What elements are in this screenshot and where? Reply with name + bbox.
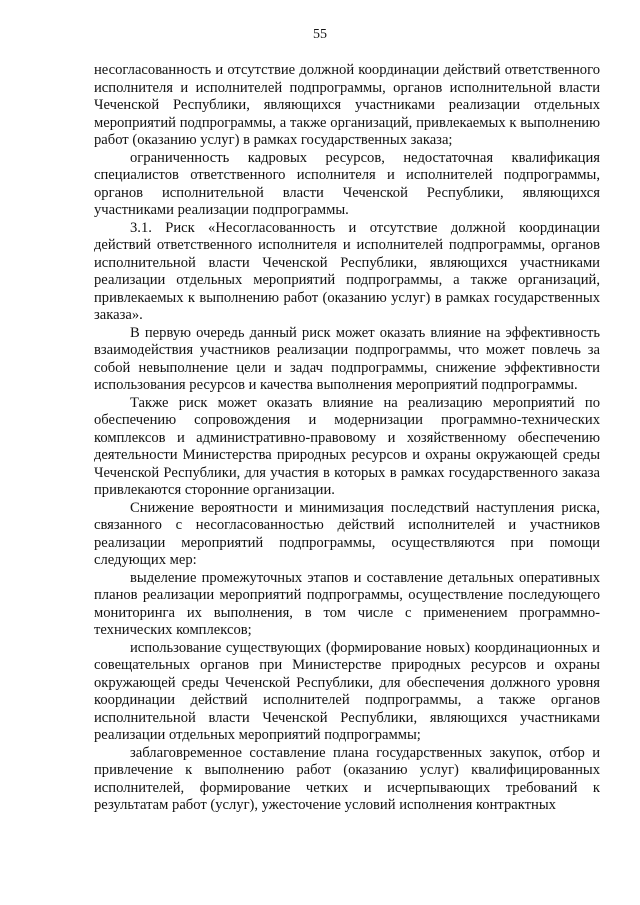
paragraph-measure-procurement: заблаговременное составление плана государственных закупок, отбор и привлечение к выполнению работ (оказанию услуг) квалифицированных исполнителей, формирование четких и исчерпывающих требований к результатам работ (услуг), ужесточение условий исполнения контрактных bbox=[94, 744, 600, 813]
paragraph-measure-bodies: использование существующих (формирование новых) координационных и совещательных органов при Министерстве природных ресурсов и охраны окружающей среды Чеченской Республики, для обеспечения должного уровня координации действий исполнителей подпрограммы, а также органов исполнительной власти Чеченской Республики, являющихся участниками реализации отдельных мероприятий подпрограммы; bbox=[94, 639, 600, 743]
paragraph-risk-staffing: ограниченность кадровых ресурсов, недостаточная квалификация специалистов ответственного исполнителя и исполнителей подпрограммы, органов исполнительной власти Чеченской Республики, являющихся участниками реализации подпрограммы. bbox=[94, 149, 600, 218]
paragraph-risk-coordination: несогласованность и отсутствие должной координации действий ответственного исполнителя и исполнителей подпрограммы, органов исполнительной власти Чеченской Республики, являющихся участниками реализации отдельных мероприятий подпрограммы, а также организаций, привлекаемых к выполнению работ (оказанию услуг) в рамках государственных заказа; bbox=[94, 62, 600, 148]
body-text bbox=[94, 62, 600, 815]
paragraph-risk-influence: Также риск может оказать влияние на реализацию мероприятий по обеспечению сопровождения и модернизации программно-технических комплексов и административно-правовому и хозяйственному обеспечению деятельности Министерства природных ресурсов и охраны окружающей среды Чеченской Республики, для участия в которых в рамках государственного заказа привлекаются сторонние организации. bbox=[94, 394, 600, 498]
page-number: 55 bbox=[313, 27, 327, 42]
paragraph-mitigation-intro: Снижение вероятности и минимизация последствий наступления риска, связанного с несогласованностью действий исполнителей и участников реализации мероприятий подпрограммы, осуществляются при помощи следующих мер: bbox=[94, 499, 600, 568]
paragraph-risk-effect: В первую очередь данный риск может оказать влияние на эффективность взаимодействия участников реализации подпрограммы, что может повлечь за собой невыполнение цели и задач подпрограммы, снижение эффективности использования ресурсов и качества выполнения мероприятий подпрограммы. bbox=[94, 324, 600, 393]
paragraph-section-3-1: 3.1. Риск «Несогласованность и отсутствие должной координации действий ответственного исполнителя и исполнителей подпрограммы, органов исполнительной власти Чеченской Республики, являющихся участниками реализации отдельных мероприятий подпрограммы, а также организаций, привлекаемых к выполнению работ (оказанию услуг) в рамках государственных заказа». bbox=[94, 219, 600, 323]
paragraph-measure-stages: выделение промежуточных этапов и составление детальных оперативных планов реализации мероприятий подпрограммы, осуществление последующего мониторинга их выполнения, в том числе с применением программно-технических комплексов; bbox=[94, 569, 600, 638]
